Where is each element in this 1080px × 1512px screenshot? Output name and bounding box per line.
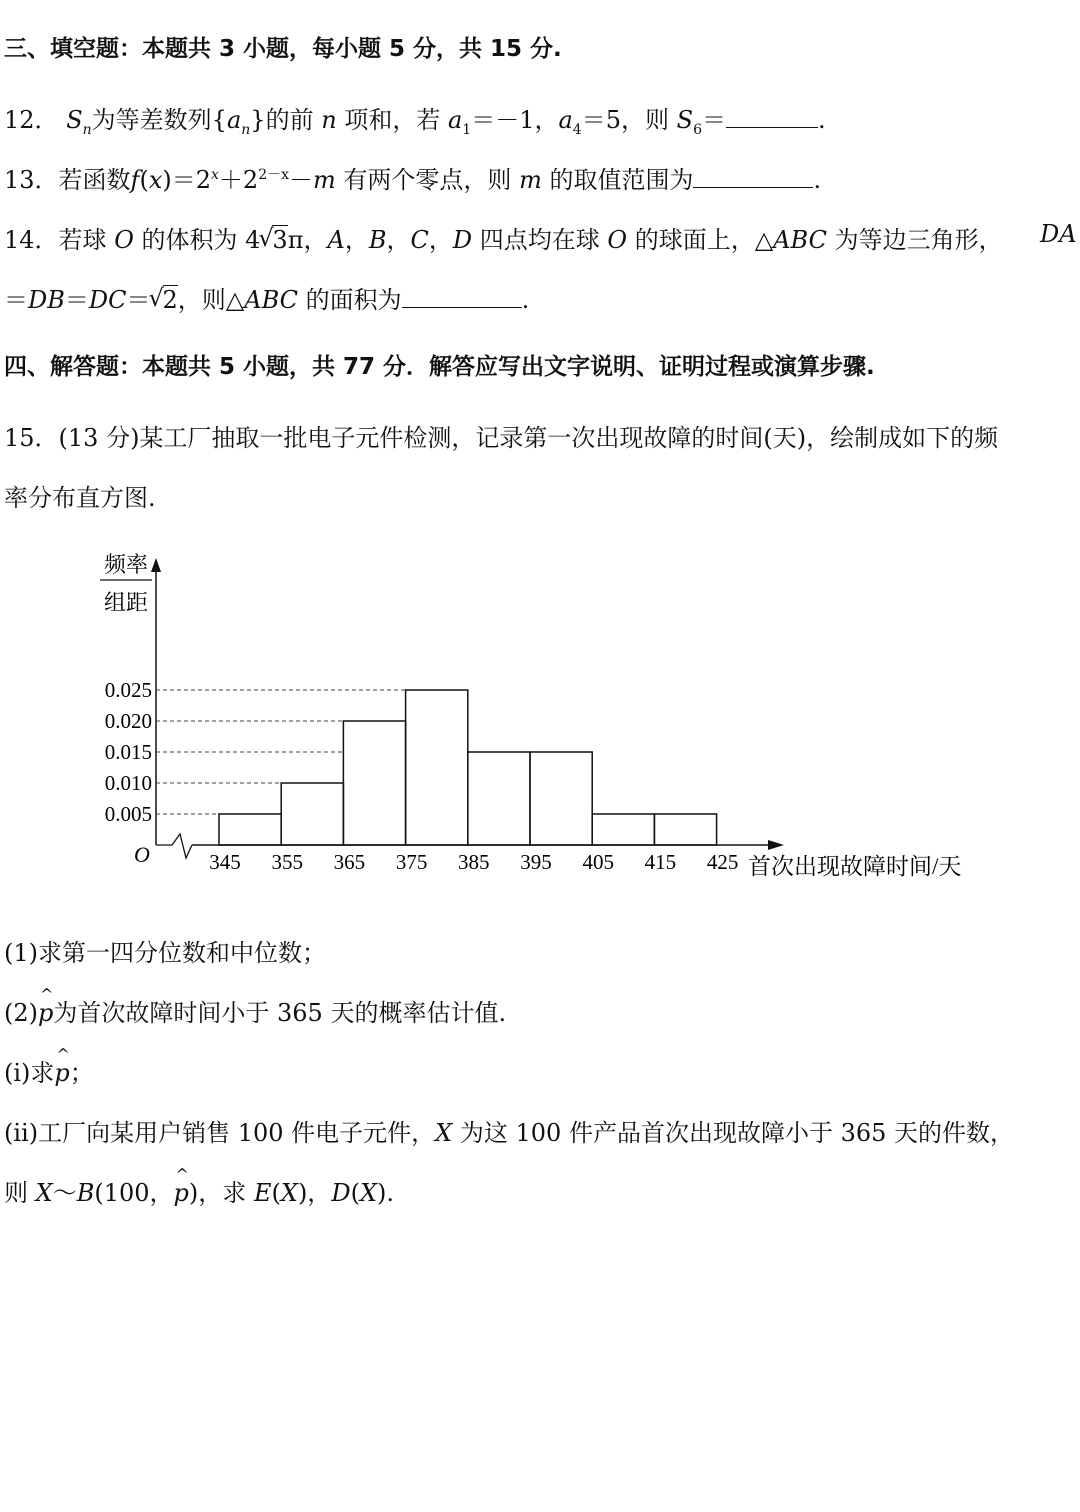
x-axis-label: 首次出现故障时间/天 [748,854,962,879]
axis-break [156,834,192,858]
histogram-bar [530,752,592,845]
x-tick-label: 415 [644,850,677,874]
question-14-line2: ＝DB＝DC＝√ 2，则△ABC 的面积为 . [4,280,529,315]
histogram-bar [281,783,343,845]
y-tick-label: 0.015 [104,740,152,764]
question-15-part1: (1)求第一四分位数和中位数； [4,939,326,967]
y-axis-arrow [151,558,161,572]
y-tick-label: 0.025 [104,678,152,702]
x-tick-label: 425 [706,850,739,874]
x-tick-label: 365 [333,850,366,874]
question-12: 12． $S_n$为等差数列$\{a_n\}$的前 n 项和，若 $a_1=-1$，$a_4=5$，则 $S_6=$ . [4,106,826,138]
x-tick-label: 405 [582,850,614,874]
x-tick-label: 395 [520,850,552,874]
histogram-bar [592,814,654,845]
question-13: 13．若函数$f(x)=2^x+2^{2-x}-m$ 有两个零点，则 m 的取值范围为 . [4,166,822,194]
x-tick-label: 355 [271,850,303,874]
p-hat: ^ p [54,1059,69,1087]
da-label: DA [1040,220,1077,248]
y-tick-label: 0.005 [104,802,152,826]
answer-blank-12[interactable] [726,105,818,128]
question-15-part2: (2)^ p为首次故障时间小于 365 天的概率估计值. [4,993,506,1028]
p-hat: ^ p [38,999,53,1027]
question-15-part2ii-line1: (ⅱ)工厂向某用户销售 100 件电子元件，X 为这 100 件产品首次出现故障小于 365 天的件数， [4,1119,1015,1147]
histogram-bar [343,721,405,845]
question-15-line2: 率分布直方图. [4,484,156,512]
x-tick-label: 385 [458,850,490,874]
histogram-bar [468,752,530,845]
sqrt-3: √ 3 [260,226,287,254]
histogram-bar [654,814,716,845]
x-tick-label: 375 [395,850,428,874]
y-label-denominator: 组距 [103,590,149,615]
histogram-bar [406,690,468,845]
answer-blank-13[interactable] [693,165,813,188]
section4-heading: 四、解答题：本题共 5 小题，共 77 分．解答应写出文字说明、证明过程或演算步骤. [4,354,875,380]
y-tick-label: 0.020 [104,709,152,733]
origin-label: O [134,842,150,867]
sqrt-2: √ 2 [151,286,178,314]
question-14-line1: 14．若球 O 的体积为 4√ 3π，A，B，C，D 四点均在球 O 的球面上，△ABC 为等边三角形， [4,220,1003,255]
section3-heading: 三、填空题：本题共 3 小题，每小题 5 分，共 15 分. [4,36,562,62]
y-tick-label: 0.010 [104,771,152,795]
y-label-numerator: 频率 [103,552,149,577]
p-hat: ^ p [174,1179,189,1207]
x-axis-arrow [768,840,784,850]
x-tick-label: 345 [209,850,241,874]
answer-blank-14[interactable] [402,285,522,308]
question-15-part2ii-line2: 则 X～B(100，^ p)，求 E(X)，D(X). [4,1173,394,1208]
frequency-histogram [0,540,1000,900]
histogram-bar [219,814,281,845]
question-15-line1: 15．(13 分)某工厂抽取一批电子元件检测，记录第一次出现故障的时间(天)，绘制成如下的频 [4,424,999,452]
question-15-part2i: (ⅰ)求^ p； [4,1053,94,1088]
